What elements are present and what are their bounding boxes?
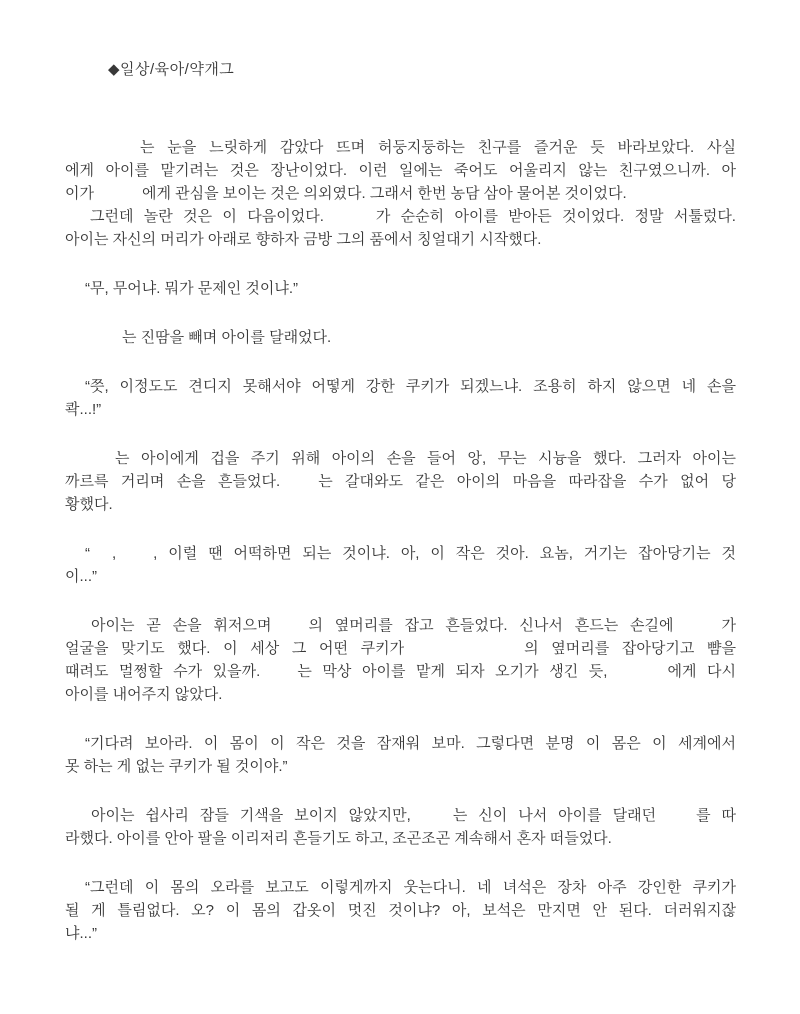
text-line: “쯧, 이정도도 견디지 못해서야 어떻게 강한 쿠키가 되겠느냐. 조용히 하지 않으면 네 손을 [65,375,736,398]
text-line: 냐...” [65,925,97,942]
redacted-name-blank [404,652,524,653]
page-title: ◆일상/육아/약개그 [108,61,235,78]
text-line: 못 하는 게 없는 쿠키가 될 것이야.” [65,758,288,775]
paragraph [65,876,736,945]
text-line: 그런데 놀란 것은 이 다음이었다. 가 순순히 아이를 받아든 것이었다. 정말 서툴렀다. [65,205,736,228]
paragraph [65,804,736,850]
text-line: 는 눈을 느릿하게 감았다 뜨며 허둥지둥하는 친구를 즐거운 듯 바라보았다. 사실 [65,136,736,159]
text-line: 까르륵 거리며 손을 흔들었다. 는 갈대와도 같은 아이의 마음을 따라잡을 수가 없어 당 [65,473,736,490]
text-line: 라했다. 아이를 안아 팔을 이리저리 흔들기도 하고, 조곤조곤 계속해서 혼자 떠들었다. [65,830,612,847]
paragraph [65,277,736,300]
redacted-name-blank [271,629,308,630]
redacted-name-blank [65,341,122,342]
redacted-name-blank [65,462,115,463]
text-line: 에게 아이를 맡기려는 것은 장난이었다. 이런 일에는 죽어도 어울리지 않는 친구였으니까. 아 [65,162,736,179]
redacted-name-blank [65,390,85,391]
text-line: 황했다. [65,496,113,513]
text-line: 아이를 내어주지 않았다. [65,686,223,703]
text-line: 아이는 쉽사리 잠들 기색을 보이지 않았지만, 는 신이 나서 아이를 달래던 를 따 [65,804,736,827]
redacted-name-blank [65,151,140,152]
redacted-name-blank [674,629,722,630]
text-line: 아이는 곧 손을 휘저으며 의 옆머리를 잡고 흔들었다. 신나서 흔드는 손길에 가 [65,614,736,637]
text-line: “그런데 이 몸의 오라를 보고도 이렇게까지 웃는다니. 네 녀석은 장차 아주 강인한 쿠키가 [65,876,736,899]
text-line: 아이는 자신의 머리가 아래로 향하자 금방 그의 품에서 칭얼대기 시작했다. [65,231,542,248]
text-line: “무, 무어냐. 뭐가 문제인 것이냐.” [65,277,736,300]
text-line: 는 아이에게 겁을 주기 위해 아이의 손을 들어 앙, 무는 시늉을 했다. 그러자 아이는 [65,447,736,470]
paragraph [65,732,736,778]
text-line: 얼굴을 맞기도 했다. 이 세상 그 어떤 쿠키가 의 옆머리를 잡아당기고 뺨을 [65,640,737,657]
paragraph [65,375,736,421]
text-line: 이가 에게 관심을 보이는 것은 의외였다. 그래서 한번 농담 삼아 물어본 것이었다. [65,185,627,202]
paragraph [65,447,736,516]
redacted-name-blank [260,675,297,676]
redacted-name-blank [656,819,696,820]
paragraph [65,614,736,706]
redacted-name-blank [65,819,91,820]
text-line: 이...” [65,568,97,585]
paragraph [65,326,736,349]
redacted-name-blank [116,557,153,558]
redacted-name-blank [65,629,91,630]
text-line: “ , , 이럴 땐 어떡하면 되는 것이냐. 아, 이 작은 것아. 요놈, 거기는 잡아당기는 것 [65,542,736,565]
redacted-name-blank [65,220,90,221]
text-line: 콱...!” [65,401,102,418]
paragraph [65,205,736,251]
redacted-name-blank [65,747,85,748]
paragraph [65,542,736,588]
text-line: “기다려 보아라. 이 몸이 이 작은 것을 잠재워 보마. 그렇다면 분명 이 몸은 이 세계에서 [65,732,736,755]
paragraph [65,136,736,205]
redacted-name-blank [94,197,142,198]
text-line: 는 진땀을 빼며 아이를 달래었다. [65,326,736,349]
redacted-name-blank [324,220,376,221]
document-body [65,136,736,945]
redacted-name-blank [607,675,667,676]
text-line: 될 게 틀림없다. 오? 이 몸의 갑옷이 멋진 것이냐? 아, 보석은 만지면 안 된다. 더러워지잖 [65,902,736,919]
redacted-name-blank [280,485,318,486]
text-line: 때려도 멀쩡할 수가 있을까. 는 막상 아이를 맡게 되자 오기가 생긴 듯, 에게 다시 [65,663,737,680]
redacted-name-blank [411,819,453,820]
redacted-name-blank [65,292,85,293]
redacted-name-blank [65,891,85,892]
redacted-name-blank [90,557,112,558]
redacted-name-blank [65,557,85,558]
